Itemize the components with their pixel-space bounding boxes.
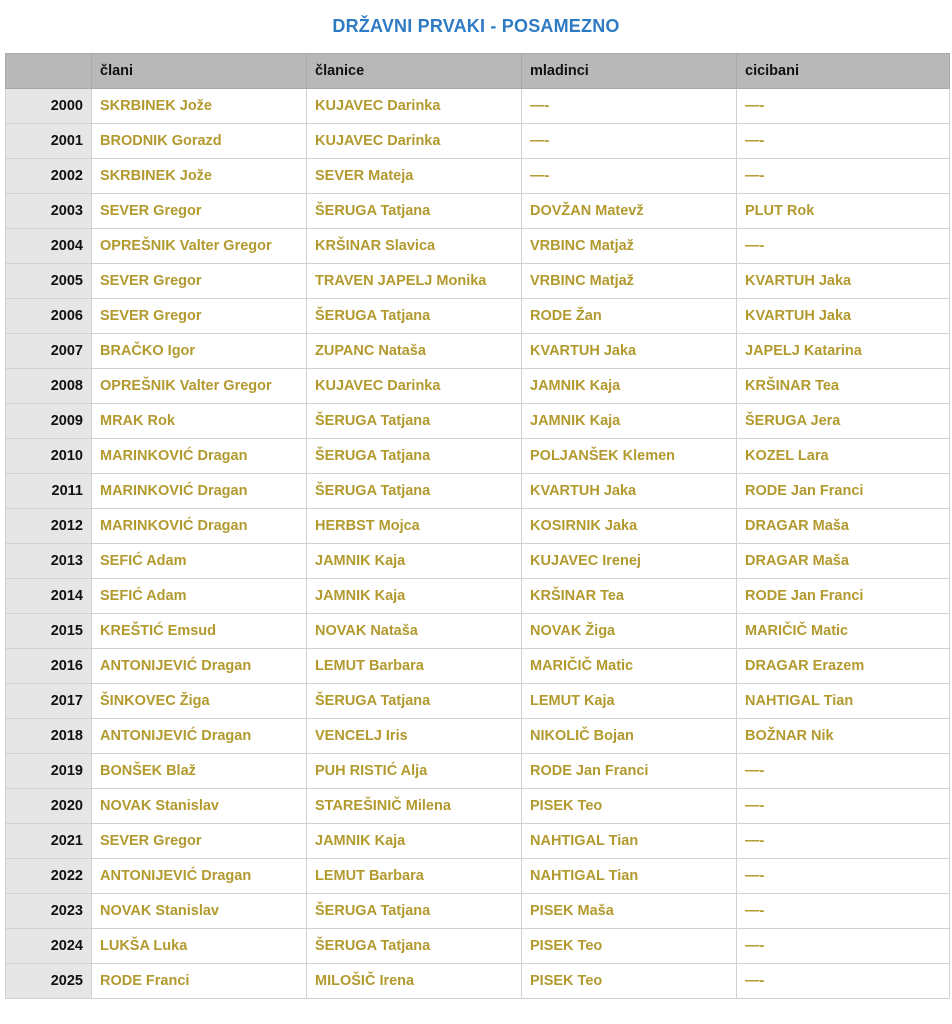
mladinci-cell: NAHTIGAL Tian bbox=[522, 824, 737, 859]
mladinci-cell: DOVŽAN Matevž bbox=[522, 194, 737, 229]
table-row bbox=[6, 509, 950, 544]
table-row bbox=[6, 194, 950, 229]
mladinci-cell: KOSIRNIK Jaka bbox=[522, 509, 737, 544]
mladinci-cell: LEMUT Kaja bbox=[522, 684, 737, 719]
clani-cell: SEVER Gregor bbox=[92, 194, 307, 229]
table-row bbox=[6, 579, 950, 614]
cicibani-cell: RODE Jan Franci bbox=[737, 579, 950, 614]
year-cell: 2015 bbox=[6, 614, 92, 649]
year-cell: 2022 bbox=[6, 859, 92, 894]
clani-cell: MARINKOVIĆ Dragan bbox=[92, 509, 307, 544]
clani-cell: LUKŠA Luka bbox=[92, 929, 307, 964]
clanice-cell: ŠERUGA Tatjana bbox=[307, 894, 522, 929]
cicibani-cell: KOZEL Lara bbox=[737, 439, 950, 474]
table-row bbox=[6, 439, 950, 474]
clanice-cell: STAREŠINIČ Milena bbox=[307, 789, 522, 824]
cicibani-cell: DRAGAR Erazem bbox=[737, 649, 950, 684]
clanice-cell: MILOŠIČ Irena bbox=[307, 964, 522, 999]
table-header bbox=[6, 54, 950, 89]
cicibani-cell: DRAGAR Maša bbox=[737, 544, 950, 579]
clanice-cell: KUJAVEC Darinka bbox=[307, 369, 522, 404]
cicibani-cell: BOŽNAR Nik bbox=[737, 719, 950, 754]
table-row bbox=[6, 264, 950, 299]
mladinci-cell: KVARTUH Jaka bbox=[522, 474, 737, 509]
table-row bbox=[6, 649, 950, 684]
clani-cell: SEVER Gregor bbox=[92, 299, 307, 334]
mladinci-cell: KVARTUH Jaka bbox=[522, 334, 737, 369]
year-cell: 2008 bbox=[6, 369, 92, 404]
mladinci-cell: RODE Žan bbox=[522, 299, 737, 334]
table-row bbox=[6, 334, 950, 369]
table-row bbox=[6, 229, 950, 264]
clanice-cell: ŠERUGA Tatjana bbox=[307, 474, 522, 509]
table-row bbox=[6, 859, 950, 894]
mladinci-cell: NAHTIGAL Tian bbox=[522, 859, 737, 894]
table-row bbox=[6, 299, 950, 334]
year-cell: 2003 bbox=[6, 194, 92, 229]
clani-cell: BONŠEK Blaž bbox=[92, 754, 307, 789]
mladinci-cell: VRBINC Matjaž bbox=[522, 229, 737, 264]
table-row bbox=[6, 894, 950, 929]
year-cell: 2005 bbox=[6, 264, 92, 299]
clani-cell: OPREŠNIK Valter Gregor bbox=[92, 229, 307, 264]
clanice-cell: ŠERUGA Tatjana bbox=[307, 684, 522, 719]
champions-table bbox=[5, 53, 950, 999]
cicibani-cell: —- bbox=[737, 964, 950, 999]
clani-cell: ANTONIJEVIĆ Dragan bbox=[92, 859, 307, 894]
clanice-cell: ŠERUGA Tatjana bbox=[307, 194, 522, 229]
mladinci-cell: NIKOLIČ Bojan bbox=[522, 719, 737, 754]
mladinci-cell: JAMNIK Kaja bbox=[522, 369, 737, 404]
mladinci-cell: —- bbox=[522, 124, 737, 159]
clanice-cell: PUH RISTIĆ Alja bbox=[307, 754, 522, 789]
clani-cell: SKRBINEK Jože bbox=[92, 89, 307, 124]
table-row bbox=[6, 789, 950, 824]
year-cell: 2012 bbox=[6, 509, 92, 544]
clanice-cell: SEVER Mateja bbox=[307, 159, 522, 194]
header-row bbox=[6, 54, 950, 89]
cicibani-cell: MARIČIČ Matic bbox=[737, 614, 950, 649]
clani-cell: MRAK Rok bbox=[92, 404, 307, 439]
year-cell: 2000 bbox=[6, 89, 92, 124]
cicibani-cell: —- bbox=[737, 824, 950, 859]
clanice-cell: KRŠINAR Slavica bbox=[307, 229, 522, 264]
clani-cell: SEFIĆ Adam bbox=[92, 544, 307, 579]
year-cell: 2014 bbox=[6, 579, 92, 614]
year-cell: 2023 bbox=[6, 894, 92, 929]
cicibani-cell: —- bbox=[737, 789, 950, 824]
clanice-cell: KUJAVEC Darinka bbox=[307, 124, 522, 159]
table-row bbox=[6, 929, 950, 964]
table-row bbox=[6, 404, 950, 439]
cicibani-cell: —- bbox=[737, 89, 950, 124]
year-cell: 2025 bbox=[6, 964, 92, 999]
header-clanice: članice bbox=[307, 54, 522, 89]
table-row bbox=[6, 474, 950, 509]
mladinci-cell: JAMNIK Kaja bbox=[522, 404, 737, 439]
clani-cell: SEVER Gregor bbox=[92, 824, 307, 859]
year-cell: 2007 bbox=[6, 334, 92, 369]
year-cell: 2021 bbox=[6, 824, 92, 859]
table-row bbox=[6, 369, 950, 404]
mladinci-cell: PISEK Teo bbox=[522, 789, 737, 824]
year-cell: 2024 bbox=[6, 929, 92, 964]
mladinci-cell: KUJAVEC Irenej bbox=[522, 544, 737, 579]
clani-cell: ANTONIJEVIĆ Dragan bbox=[92, 649, 307, 684]
mladinci-cell: POLJANŠEK Klemen bbox=[522, 439, 737, 474]
clani-cell: BRODNIK Gorazd bbox=[92, 124, 307, 159]
table-row bbox=[6, 124, 950, 159]
header-year bbox=[6, 54, 92, 89]
clani-cell: RODE Franci bbox=[92, 964, 307, 999]
mladinci-cell: —- bbox=[522, 159, 737, 194]
clani-cell: KREŠTIĆ Emsud bbox=[92, 614, 307, 649]
year-cell: 2018 bbox=[6, 719, 92, 754]
clanice-cell: ŠERUGA Tatjana bbox=[307, 439, 522, 474]
header-clani: člani bbox=[92, 54, 307, 89]
clani-cell: ŠINKOVEC Žiga bbox=[92, 684, 307, 719]
mladinci-cell: PISEK Teo bbox=[522, 929, 737, 964]
cicibani-cell: DRAGAR Maša bbox=[737, 509, 950, 544]
cicibani-cell: —- bbox=[737, 894, 950, 929]
table-row bbox=[6, 544, 950, 579]
clani-cell: MARINKOVIĆ Dragan bbox=[92, 474, 307, 509]
clanice-cell: KUJAVEC Darinka bbox=[307, 89, 522, 124]
header-cicibani: cicibani bbox=[737, 54, 950, 89]
year-cell: 2011 bbox=[6, 474, 92, 509]
mladinci-cell: KRŠINAR Tea bbox=[522, 579, 737, 614]
table-row bbox=[6, 159, 950, 194]
cicibani-cell: —- bbox=[737, 124, 950, 159]
table-row bbox=[6, 614, 950, 649]
table-row bbox=[6, 89, 950, 124]
year-cell: 2019 bbox=[6, 754, 92, 789]
year-cell: 2009 bbox=[6, 404, 92, 439]
clani-cell: NOVAK Stanislav bbox=[92, 894, 307, 929]
clani-cell: BRAČKO Igor bbox=[92, 334, 307, 369]
clanice-cell: NOVAK Nataša bbox=[307, 614, 522, 649]
cicibani-cell: —- bbox=[737, 859, 950, 894]
year-cell: 2004 bbox=[6, 229, 92, 264]
table-row bbox=[6, 719, 950, 754]
clanice-cell: LEMUT Barbara bbox=[307, 859, 522, 894]
clanice-cell: ŠERUGA Tatjana bbox=[307, 929, 522, 964]
cicibani-cell: —- bbox=[737, 159, 950, 194]
clanice-cell: JAMNIK Kaja bbox=[307, 544, 522, 579]
year-cell: 2013 bbox=[6, 544, 92, 579]
clani-cell: SEVER Gregor bbox=[92, 264, 307, 299]
clani-cell: NOVAK Stanislav bbox=[92, 789, 307, 824]
clani-cell: MARINKOVIĆ Dragan bbox=[92, 439, 307, 474]
cicibani-cell: JAPELJ Katarina bbox=[737, 334, 950, 369]
year-cell: 2002 bbox=[6, 159, 92, 194]
cicibani-cell: KRŠINAR Tea bbox=[737, 369, 950, 404]
cicibani-cell: RODE Jan Franci bbox=[737, 474, 950, 509]
mladinci-cell: RODE Jan Franci bbox=[522, 754, 737, 789]
cicibani-cell: ŠERUGA Jera bbox=[737, 404, 950, 439]
clanice-cell: HERBST Mojca bbox=[307, 509, 522, 544]
table-row bbox=[6, 964, 950, 999]
table-body bbox=[6, 89, 950, 999]
mladinci-cell: VRBINC Matjaž bbox=[522, 264, 737, 299]
cicibani-cell: —- bbox=[737, 929, 950, 964]
clanice-cell: JAMNIK Kaja bbox=[307, 579, 522, 614]
clanice-cell: ŠERUGA Tatjana bbox=[307, 299, 522, 334]
cicibani-cell: PLUT Rok bbox=[737, 194, 950, 229]
cicibani-cell: —- bbox=[737, 754, 950, 789]
table-row bbox=[6, 684, 950, 719]
clani-cell: SEFIĆ Adam bbox=[92, 579, 307, 614]
table-row bbox=[6, 754, 950, 789]
clani-cell: SKRBINEK Jože bbox=[92, 159, 307, 194]
year-cell: 2020 bbox=[6, 789, 92, 824]
year-cell: 2010 bbox=[6, 439, 92, 474]
clanice-cell: LEMUT Barbara bbox=[307, 649, 522, 684]
clanice-cell: ŠERUGA Tatjana bbox=[307, 404, 522, 439]
mladinci-cell: —- bbox=[522, 89, 737, 124]
year-cell: 2016 bbox=[6, 649, 92, 684]
cicibani-cell: NAHTIGAL Tian bbox=[737, 684, 950, 719]
mladinci-cell: NOVAK Žiga bbox=[522, 614, 737, 649]
cicibani-cell: KVARTUH Jaka bbox=[737, 264, 950, 299]
page-title: DRŽAVNI PRVAKI - POSAMEZNO bbox=[332, 16, 620, 36]
cicibani-cell: KVARTUH Jaka bbox=[737, 299, 950, 334]
table-row bbox=[6, 824, 950, 859]
mladinci-cell: PISEK Teo bbox=[522, 964, 737, 999]
clanice-cell: VENCELJ Iris bbox=[307, 719, 522, 754]
clanice-cell: TRAVEN JAPELJ Monika bbox=[307, 264, 522, 299]
mladinci-cell: MARIČIČ Matic bbox=[522, 649, 737, 684]
clanice-cell: JAMNIK Kaja bbox=[307, 824, 522, 859]
cicibani-cell: —- bbox=[737, 229, 950, 264]
clanice-cell: ZUPANC Nataša bbox=[307, 334, 522, 369]
clani-cell: ANTONIJEVIĆ Dragan bbox=[92, 719, 307, 754]
header-mladinci: mladinci bbox=[522, 54, 737, 89]
year-cell: 2017 bbox=[6, 684, 92, 719]
year-cell: 2006 bbox=[6, 299, 92, 334]
mladinci-cell: PISEK Maša bbox=[522, 894, 737, 929]
clani-cell: OPREŠNIK Valter Gregor bbox=[92, 369, 307, 404]
year-cell: 2001 bbox=[6, 124, 92, 159]
